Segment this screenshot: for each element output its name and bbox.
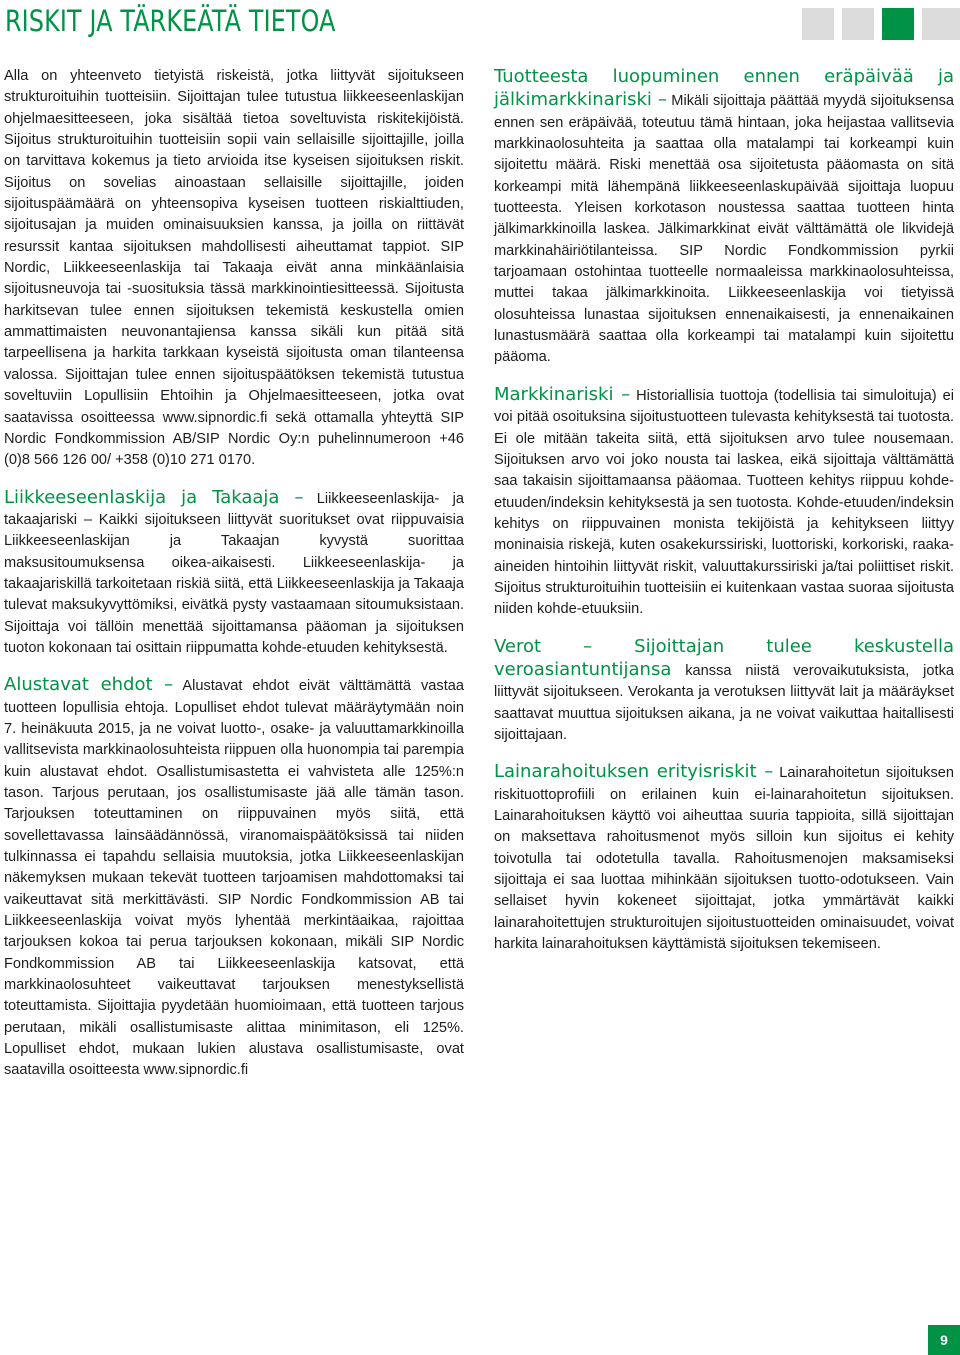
section-body: Mikäli sijoittaja päättää myydä sijoituksensa ennen sen eräpäivää, toteutuu tämä hintaan, joka heijastaa vallitsevia markkinaolosuhteita ja saattaa olla matalampi tai korkeampi kuin sijoitettu määrä. Riski menettää osa sijoitetusta pääomasta on sitä korkeampi mitä lähempänä liikkeeseenlaskupäivää sijoittaja luopuu tuotteesta. Yleisen korkotason noustessa saattaa tuotteen hinta jälkimarkkinoilla laskea. Jälkimarkkinat eivät välttämättä ole likvidejä markkinahäiriötilanteissa. SIP Nordic Fondkommission pyrkii tarjoamaan ostohintaa tuotteelle normaaleissa markkinaolosuhteissa, muttei takaa jälkimarkkinoita. Liikkeeseenlaskija voi tietyissä olosuhteissa lunastaa sijoituksen ennenaikaisesti, ja ennenaikainen lunastusmäärä saattaa olla korkeampi tai matalampi kuin sijoitettu pääoma. [494,93,954,366]
left-column [4,66,464,1082]
section-body: Lainarahoitetun sijoituksen riskituottoprofiili on erilainen kuin ei-lainarahoitetun sijoituksen. Lainarahoituksen käyttö voi aiheuttaa suuria tappioita, sillä sijoittajan on maksettava rahoitusmenot myös silloin kun sijoitus ei kehity toivotulla tai odotetulla tavalla. Rahoitusmenojen maksamiseksi sijoittaja ei saa luottaa mihinkään sijoituksen tuotto-odotukseen. Vain sellaiset hyvin kokeneet sijoittajat, jotka ymmärtävät kaikki lainarahoitettujen strukturoitujen sijoitustuotteiden ominaisuudet, voivat harkita lainarahoituksen käyttämistä sijoituksen tekemiseen. [494,765,954,953]
section-taxes [494,636,954,747]
section-body: kanssa niistä verovaikutuksista, jotka liittyvät sijoitukseen. Verokanta ja verotuksen liittyvät lait ja määräykset saattavat muuttua sijoituksen aikana, ja ne voivat vaikuttaa haitallisesti sijoittajaan. [494,662,954,743]
intro-paragraph: Alla on yhteenveto tietyistä riskeistä, jotka liittyvät sijoitukseen strukturoituihin tuotteisiin. Sijoittajan tulee tutustua liikkeeseenlaskijan ohjelmaesitteeseen, joka sisältää tietoa soveltuvista riskitekijöistä. Sijoitus strukturoituihin tuotteisiin sopii vain sellaisille sijoittajille, joilla on tarvittava kokemus ja tieto arvioida itse kyseisen sijoituksen riskit. Sijoitus on sovelias ainoastaan sellaisille sijoittajille, joiden sijoituspäämäärä on yhteensopiva kyseisen tuotteen riskialttiuden, sijoitusajan ja muiden ominaisuuksien kanssa, ja joilla on riittävät resurssit kantaa sijoituksen mahdollisesti aiheuttamat tappiot. SIP Nordic, Liikkeeseenlaskija tai Takaaja eivät anna minkäänlaisia sijoitusneuvoja tai -suosituksia tässä markkinointiesitteessä. Sijoitusta harkitsevan tulee ennen sijoituksen tekemistä keskustella omien ammattimaisten neuvonantajiensa kanssa sikäli kun pitää sitä tarpeellisena ja harkita tarkkaan kyseistä sijoitusta oman tilanteensa valossa. Sijoittajan tulee ennen sijoituspäätöksen tekemistä tutustua soveltuviin Lopullisiin Ehtoihin ja Ohjelmaesitteeseen, jotka ovat saatavissa osoitteessa www.sipnordic.fi sekä ottamalla yhteyttä SIP Nordic Fondkommission AB/SIP Nordic Oy:n puhelinnumeroon +46 (0)8 566 126 00/ +358 (0)10 271 0170. [4,68,464,469]
section-heading: Tuotteesta luopuminen ennen eräpäivää ja jälkimarkkinariski – [494,66,954,111]
section-heading: Verot – Sijoittajan tulee keskustella veroasiantuntijansa [494,635,954,680]
section-heading: Markkinariski – [494,383,631,405]
green-square [882,8,914,40]
section-leverage [494,761,954,955]
section-heading: Lainarahoituksen erityisriskit – [494,761,774,783]
grey-square-1 [802,8,834,40]
section-body: Liikkeeseenlaskija- ja takaajariski – Kaikki sijoitukseen liittyvät suoritukset ovat riippuvaisia Liikkeeseenlaskijan ja Takaajan kyvystä suorittaa maksusitoumuksensa oikea-aikaisesti. Liikkeeseenlaskija- ja takaajariskillä tarkoitetaan riskiä siitä, että Liikkeeseenlaskija ja Takaaja tulevat maksukyvyttömiksi, eivätkä pysty vastaamaan sitoumuksistaan. Sijoittaja voi tällöin menettää sijoittamansa pääoman ja sijoituksen tuoton kokonaan tai osittain riippumatta kohde-etuuden kehityksestä. [4,490,464,656]
page-number: 9 [928,1325,960,1355]
right-column [494,66,954,955]
section-preliminary-terms [4,674,464,1082]
section-heading: Alustavat ehdot – [4,674,174,696]
section-issuer-guarantor [4,487,464,660]
grey-square-3 [922,8,960,40]
section-body: Alustavat ehdot eivät välttämättä vastaa tuotteen lopullisia ehtoja. Lopulliset ehdot tulevat määräytymään noin 7. heinäkuuta 2015, ja ne voivat luotto-, osake- ja valuuttamarkkinoilla vallitsevista markkinaolosuhteista riippuen olla huonompia tai parempia kuin alustavat ehdot. Osallistumisastetta ei vahvisteta alle 125%:n tason. Tarjous perutaan, jos osallistumisaste jää alle tämän tason. Tarjouksen toteuttaminen on riippuvainen myös siitä, että sovellettavassa lainsäädännössä, viranomaispäätöksissä tai niiden tulkinnassa ei tapahdu sellaisia muutoksia, jotka Liikkeeseenlaskijan näkemyksen mukaan tekevät tuotteen tarjoamisen mahdottomaksi tai vaikeuttavat sitä merkittävästi. SIP Nordic Fondkommission AB tai Liikkeeseenlaskija voivat myös lyhentää merkintäaikaa, rajoittaa tarjouksen kokoa tai perua tarjouksen kokonaan, mikäli SIP Nordic Fondkommission AB tai Liikkeeseenlaskija katsovat, että markkinaolosuhteet vaikeuttavat tarjouksen menestyksellistä toteuttamista. Sijoittajia pyydetään huomioimaan, että tuotteen tarjous perutaan, mikäli osallistumisaste alittaa minimitason, eli 125%. Lopulliset ehdot, mukaan lukien alustava osallistumisaste, ovat saatavilla osoitteesta www.sipnordic.fi [4,678,464,1079]
section-heading: Liikkeeseenlaskija ja Takaaja – [4,486,304,508]
grey-square-2 [842,8,874,40]
page-title: RISKIT JA TÄRKEÄTÄ TIETOA [5,4,336,38]
section-early-exit [494,66,954,369]
section-body: Historiallisia tuottoja (todellisia tai simuloituja) ei voi pitää osoituksina sijoitustuotteen tulevasta kehityksestä tai tuotosta. Ei ole mitään takeita siitä, että sijoituksen arvo tulee nousemaan. Sijoituksen arvo voi joko nousta tai laskea, eikä sijoittaja välttämättä saa takaisin sijoittamaansa pääomaa. Tuotteen kehitys riippuu kohde-etuuden/indeksin kehityksestä ja sen tuotosta. Kohde-etuuden/indeksin kehitys on riippuvainen monista tekijöistä ja kehitykseen liittyy moninaisia riskejä, kuten osakekurssiriski, luottoriski, korkoriski, raaka-aineiden hintoihin liittyvät riskit, valuuttakurssiriski ja/tai poliittiset riskit. Sijoitus strukturoituihin tuotteisiin ei kuitenkaan vastaa suoraa sijoitusta niiden kohde-etuuksiin. [494,387,954,618]
section-market-risk [494,384,954,621]
